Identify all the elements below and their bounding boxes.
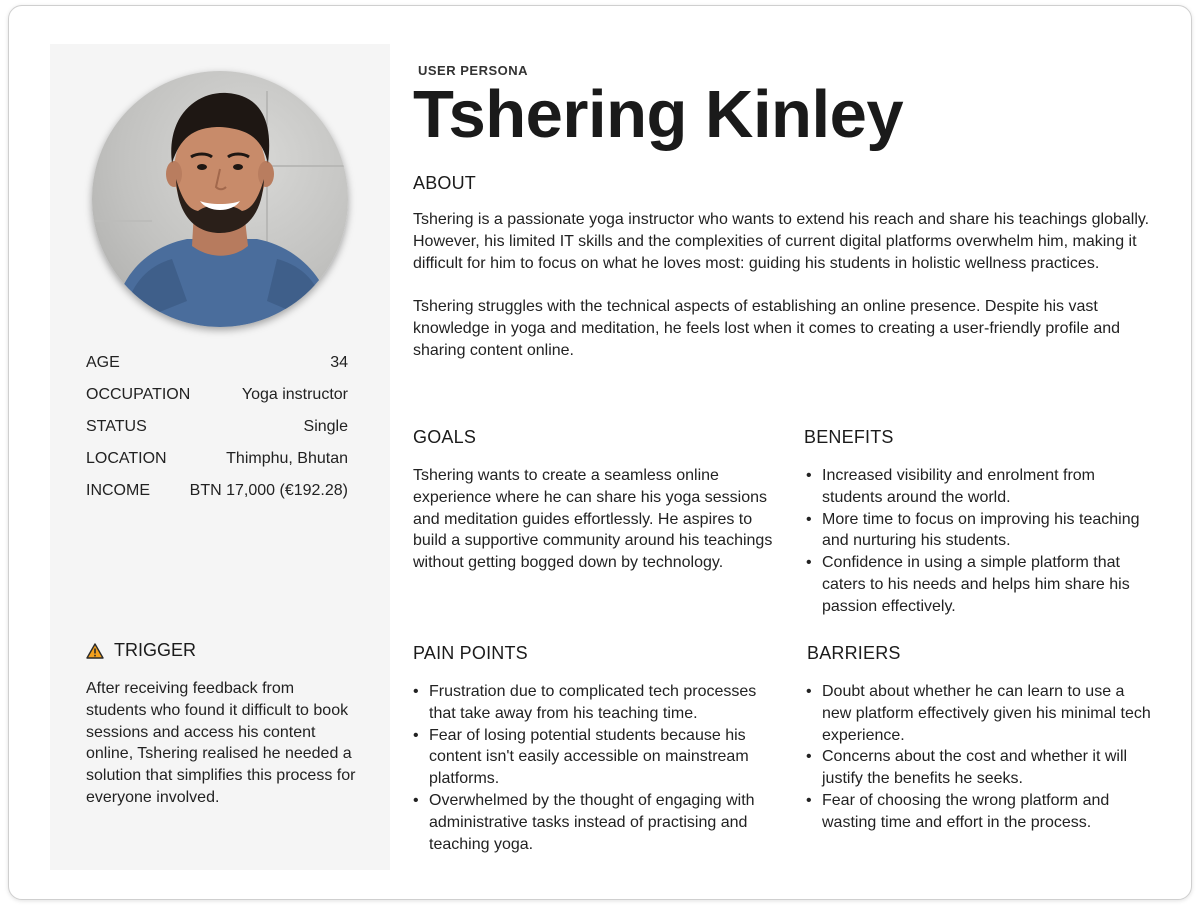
list-item: • Fear of losing potential students because his content isn't easily accessible on mainstream platforms. — [413, 725, 783, 790]
fact-row-location — [86, 449, 348, 481]
fact-row-occupation — [86, 385, 348, 417]
warning-icon — [86, 643, 104, 659]
benefits-list — [806, 465, 1156, 618]
fact-label: INCOME — [86, 482, 150, 499]
barriers-heading: BARRIERS — [807, 643, 901, 663]
persona-photo — [92, 71, 348, 327]
persona-eyebrow: USER PERSONA — [418, 63, 529, 78]
about-heading: ABOUT — [413, 173, 477, 193]
trigger-heading — [86, 640, 196, 661]
list-item: • More time to focus on improving his teaching and nurturing his students. — [806, 509, 1156, 553]
fact-row-status — [86, 417, 348, 449]
list-item: • Overwhelmed by the thought of engaging with administrative tasks instead of practising and teaching yoga. — [413, 790, 783, 855]
fact-label: LOCATION — [86, 450, 167, 467]
fact-label: STATUS — [86, 418, 147, 435]
persona-card — [8, 5, 1192, 900]
barriers-list — [806, 681, 1151, 834]
list-item: • Fear of choosing the wrong platform and wasting time and effort in the process. — [806, 790, 1151, 834]
main-content — [413, 6, 1173, 899]
pain-points-list — [413, 681, 783, 855]
persona-facts — [86, 353, 348, 513]
portrait-illustration — [92, 71, 348, 327]
about-paragraph-2: Tshering struggles with the technical aspects of establishing an online presence. Despite his vast knowledge in yoga and meditation, he feels lost when it comes to creating a user-friendly profile and sharing content online. — [413, 298, 1121, 359]
list-item: • Concerns about the cost and whether it will justify the benefits he seeks. — [806, 746, 1151, 790]
goals-text: Tshering wants to create a seamless online experience where he can share his yoga sessions and meditation guides effortlessly. He aspires to build a supportive community around his teachings without getting bogged down by technology. — [413, 467, 773, 572]
fact-value: BTN 17,000 (€192.28) — [189, 482, 348, 499]
fact-row-income — [86, 481, 348, 513]
trigger-text: After receiving feedback from students who found it difficult to book sessions and access his content online, Tshering realised he needed a solution that simplifies this process for everyone involved. — [86, 680, 356, 806]
fact-label: AGE — [86, 354, 120, 371]
goals-heading: GOALS — [413, 427, 477, 447]
list-item: • Confidence in using a simple platform that caters to his needs and helps him share his passion effectively. — [806, 552, 1156, 617]
list-item: • Doubt about whether he can learn to use a new platform effectively given his minimal tech experience. — [806, 681, 1151, 746]
fact-label: OCCUPATION — [86, 386, 191, 403]
fact-value: Single — [303, 418, 348, 435]
fact-value: Yoga instructor — [241, 386, 348, 403]
persona-name: Tshering Kinley — [413, 77, 904, 152]
fact-value: Thimphu, Bhutan — [226, 450, 348, 467]
fact-value: 34 — [330, 354, 348, 371]
trigger-title: TRIGGER — [114, 640, 197, 660]
benefits-heading: BENEFITS — [804, 427, 894, 447]
list-item: • Increased visibility and enrolment from students around the world. — [806, 465, 1156, 509]
about-paragraph-1: Tshering is a passionate yoga instructor who wants to extend his reach and share his teachings globally. However, his limited IT skills and the complexities of current digital platforms overwhelm him, making it difficult for him to focus on what he loves most: guiding his students in holistic wellness practices. — [413, 211, 1150, 272]
sidebar-panel — [50, 44, 390, 870]
list-item: • Frustration due to complicated tech processes that take away from his teaching time. — [413, 681, 783, 725]
pain-points-heading: PAIN POINTS — [413, 643, 528, 663]
fact-row-age — [86, 353, 348, 385]
